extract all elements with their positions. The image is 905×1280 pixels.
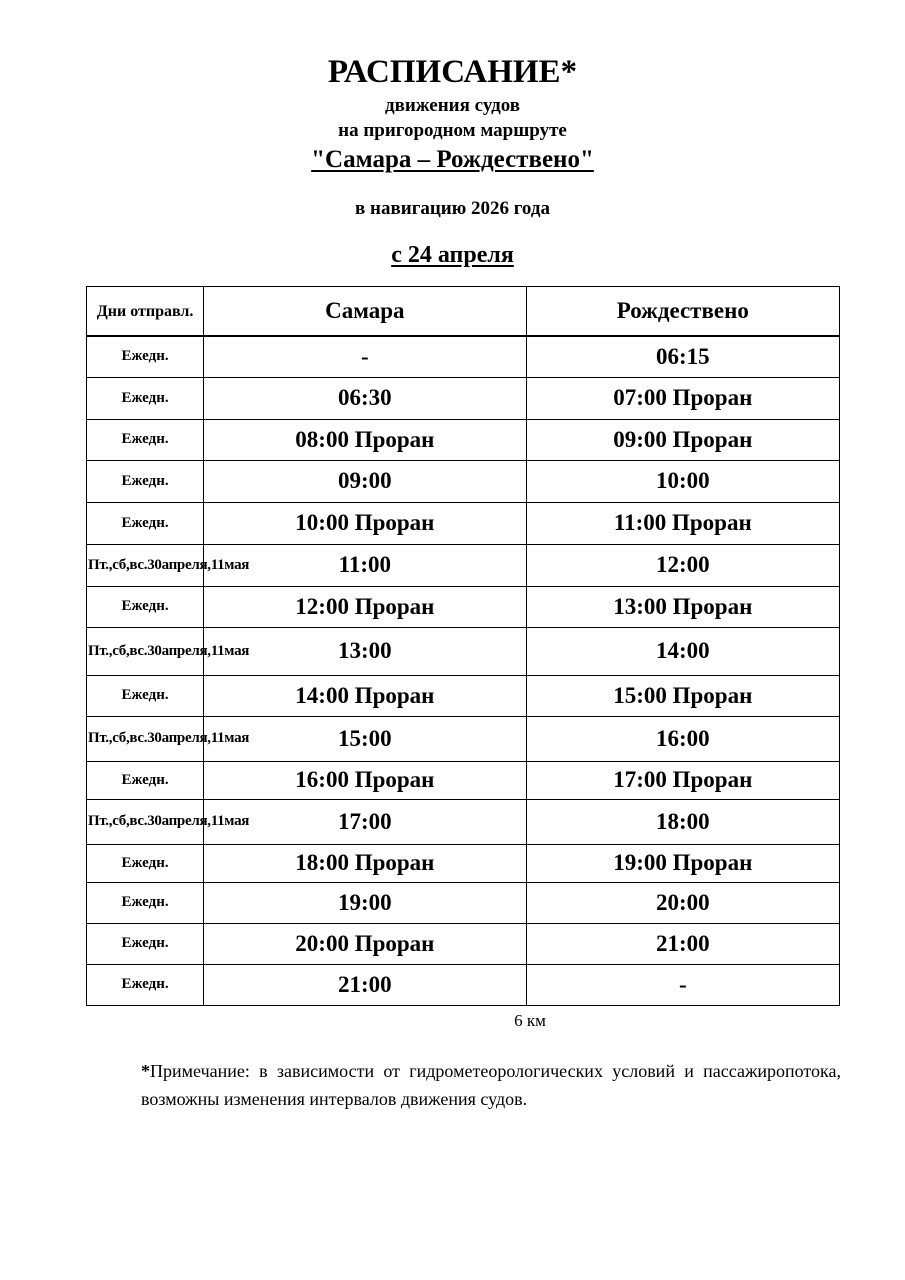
cell-days: Пт.,сб,вс.30апреля,11мая xyxy=(87,799,204,844)
cell-samara-time: 19:00 xyxy=(204,882,526,923)
schedule-table xyxy=(86,286,840,1006)
cell-days: Ежедн. xyxy=(87,336,204,377)
cell-samara-time: 12:00 Проран xyxy=(204,586,526,627)
cell-samara-time: 16:00 Проран xyxy=(204,761,526,799)
cell-samara-time: 21:00 xyxy=(204,964,526,1005)
cell-days: Ежедн. xyxy=(87,844,204,882)
cell-days: Ежедн. xyxy=(87,882,204,923)
cell-rozhdestveno-time: 21:00 xyxy=(526,923,839,964)
cell-samara-time: 09:00 xyxy=(204,460,526,502)
table-row xyxy=(87,336,840,377)
cell-days: Ежедн. xyxy=(87,377,204,419)
cell-rozhdestveno-time: 17:00 Проран xyxy=(526,761,839,799)
distance-label: 6 км xyxy=(514,1011,546,1030)
cell-samara-time: 11:00 xyxy=(204,544,526,586)
cell-rozhdestveno-time: 09:00 Проран xyxy=(526,419,839,460)
cell-rozhdestveno-time: 06:15 xyxy=(526,336,839,377)
cell-samara-time: 20:00 Проран xyxy=(204,923,526,964)
subtitle-line-2: на пригородном маршруте xyxy=(338,120,567,141)
cell-days: Пт.,сб,вс.30апреля,11мая xyxy=(87,716,204,761)
header-rozhdestveno: Рождествено xyxy=(526,287,839,337)
cell-samara-time: 17:00 xyxy=(204,799,526,844)
cell-samara-time: - xyxy=(204,336,526,377)
start-date: с 24 апреля xyxy=(391,242,514,268)
cell-rozhdestveno-time: 20:00 xyxy=(526,882,839,923)
subtitle-line-1: движения судов xyxy=(384,95,521,116)
cell-rozhdestveno-time: 18:00 xyxy=(526,799,839,844)
cell-rozhdestveno-time: 15:00 Проран xyxy=(526,675,839,716)
cell-days: Ежедн. xyxy=(87,964,204,1005)
cell-samara-time: 18:00 Проран xyxy=(204,844,526,882)
navigation-season: в навигацию 2026 года xyxy=(355,198,550,219)
cell-days: Ежедн. xyxy=(87,761,204,799)
cell-rozhdestveno-time: 16:00 xyxy=(526,716,839,761)
table-row xyxy=(87,627,840,675)
table-row xyxy=(87,377,840,419)
table-row xyxy=(87,882,840,923)
cell-days: Пт.,сб,вс.30апреля,11мая xyxy=(87,627,204,675)
cell-days: Ежедн. xyxy=(87,502,204,544)
table-row xyxy=(87,799,840,844)
route-name: "Самара – Рождествено" xyxy=(311,146,594,173)
cell-rozhdestveno-time: 11:00 Проран xyxy=(526,502,839,544)
cell-samara-time: 06:30 xyxy=(204,377,526,419)
cell-samara-time: 13:00 xyxy=(204,627,526,675)
table-row xyxy=(87,716,840,761)
schedule-rows xyxy=(87,336,840,1005)
table-header-row xyxy=(87,287,840,337)
table-row xyxy=(87,586,840,627)
table-row xyxy=(87,923,840,964)
cell-days: Пт.,сб,вс.30апреля,11мая xyxy=(87,544,204,586)
start-date-heading xyxy=(0,240,905,270)
footnote-mark: * xyxy=(141,1061,150,1081)
cell-days: Ежедн. xyxy=(87,460,204,502)
cell-rozhdestveno-time: 10:00 xyxy=(526,460,839,502)
cell-rozhdestveno-time: 07:00 Проран xyxy=(526,377,839,419)
cell-days: Ежедн. xyxy=(87,675,204,716)
table-row xyxy=(87,544,840,586)
cell-rozhdestveno-time: 13:00 Проран xyxy=(526,586,839,627)
cell-days: Ежедн. xyxy=(87,419,204,460)
table-row xyxy=(87,675,840,716)
cell-rozhdestveno-time: 14:00 xyxy=(526,627,839,675)
header-samara: Самара xyxy=(204,287,526,337)
table-row xyxy=(87,964,840,1005)
route-heading xyxy=(0,145,905,175)
cell-days: Ежедн. xyxy=(87,586,204,627)
page-title: РАСПИСАНИЕ* xyxy=(327,54,578,90)
cell-samara-time: 14:00 Проран xyxy=(204,675,526,716)
footnote-text: Примечание: в зависимости от гидрометеорологических условий и пассажиропотока, возможны изменения интервалов движения судов. xyxy=(141,1061,841,1109)
footnote xyxy=(141,1057,841,1113)
cell-samara-time: 10:00 Проран xyxy=(204,502,526,544)
table-row xyxy=(87,419,840,460)
cell-rozhdestveno-time: 12:00 xyxy=(526,544,839,586)
cell-samara-time: 15:00 xyxy=(204,716,526,761)
table-row xyxy=(87,502,840,544)
cell-rozhdestveno-time: - xyxy=(526,964,839,1005)
table-row xyxy=(87,460,840,502)
table-row xyxy=(87,844,840,882)
cell-samara-time: 08:00 Проран xyxy=(204,419,526,460)
table-row xyxy=(87,761,840,799)
header-days: Дни отправл. xyxy=(87,287,204,337)
cell-days: Ежедн. xyxy=(87,923,204,964)
cell-rozhdestveno-time: 19:00 Проран xyxy=(526,844,839,882)
